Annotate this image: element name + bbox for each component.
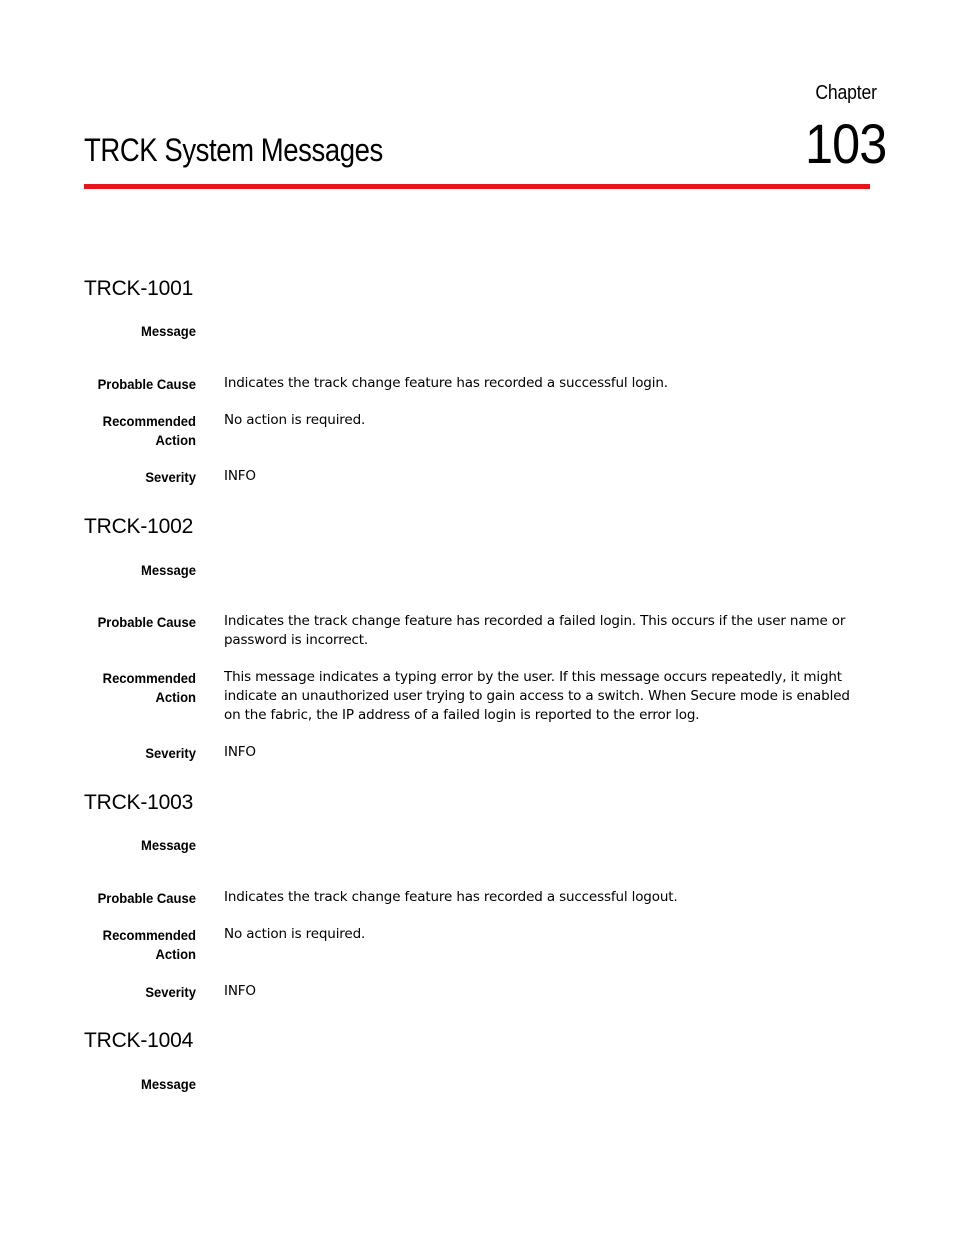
recommended-action-label <box>66 669 196 707</box>
recommended-label-line2: Action <box>155 946 196 962</box>
recommended-label-line1: Recommended <box>102 670 196 686</box>
message-label: Message <box>140 837 196 853</box>
message-heading-1003: TRCK-1003 <box>84 791 194 814</box>
severity-value: INFO <box>224 468 256 484</box>
recommended-action-value: No action is required. <box>224 926 366 942</box>
probable-cause-value: Indicates the track change feature has recorded a failed login. This occurs if the user name or password is incorrect. <box>224 613 846 648</box>
recommended-action-value: This message indicates a typing error by the user. If this message occurs repeatedly, it might indicate an unauthorized user trying to gain access to a switch. When Secure mode is enabled on the fabric, the IP address of a failed login is reported to the error log. <box>224 669 850 723</box>
recommended-label-line2: Action <box>155 689 196 705</box>
recommended-action-value: No action is required. <box>224 412 366 428</box>
recommended-action-label <box>66 926 196 964</box>
probable-cause-label: Probable Cause <box>97 890 196 906</box>
recommended-label-line1: Recommended <box>102 413 196 429</box>
probable-cause-value: Indicates the track change feature has recorded a successful login. <box>224 375 668 391</box>
message-label: Message <box>140 323 196 339</box>
message-label: Message <box>140 1076 196 1092</box>
severity-value: INFO <box>224 744 256 760</box>
probable-cause-value: Indicates the track change feature has recorded a successful logout. <box>224 889 678 905</box>
severity-label: Severity <box>145 745 196 761</box>
recommended-label-line2: Action <box>155 432 196 448</box>
probable-cause-label: Probable Cause <box>97 614 196 630</box>
title-rule <box>84 184 870 189</box>
severity-value: INFO <box>224 983 256 999</box>
recommended-label-line1: Recommended <box>102 927 196 943</box>
severity-label: Severity <box>145 984 196 1000</box>
probable-cause-label: Probable Cause <box>97 376 196 392</box>
chapter-title: TRCK System Messages <box>84 132 383 168</box>
chapter-number: 103 <box>804 112 886 175</box>
message-heading-1004: TRCK-1004 <box>84 1029 194 1052</box>
severity-label: Severity <box>145 469 196 485</box>
message-heading-1001: TRCK-1001 <box>84 277 194 300</box>
recommended-action-label <box>66 412 196 450</box>
message-heading-1002: TRCK-1002 <box>84 515 194 538</box>
chapter-label: Chapter <box>815 82 877 104</box>
message-label: Message <box>140 562 196 578</box>
